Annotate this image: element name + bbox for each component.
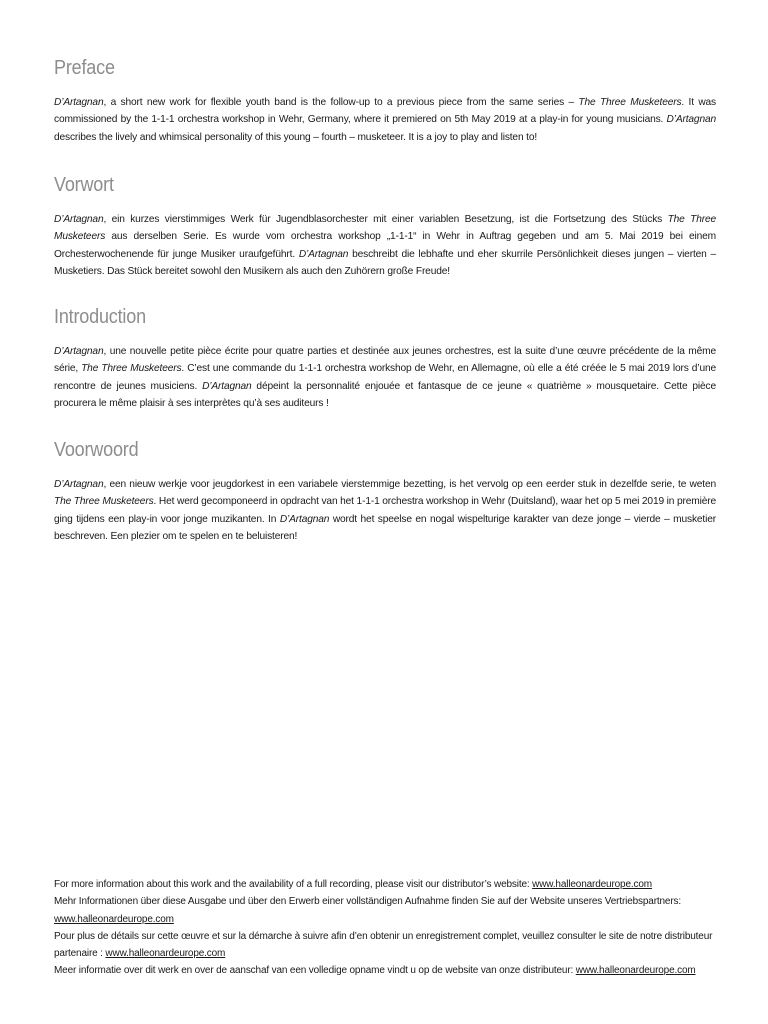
preface-section (54, 57, 716, 146)
text-run: . It was commissioned by the 1-1-1 orchestra workshop in Wehr, Germany, where it premiered on 5th May 2019 at a play-in for young musicians. (54, 97, 716, 126)
text-run: . C’est une commande du 1-1-1 orchestra workshop de Wehr, en Allemagne, où elle a été créée le 5 mai 2019 lors d’une rencontre de jeunes musiciens. (54, 363, 716, 392)
text-run: describes the lively and whimsical personality of this young – fourth – musketeer. It is a joy to play and listen to! (54, 131, 538, 143)
voorwoord-heading: Voorwoord (54, 439, 139, 461)
introduction-section (54, 306, 716, 412)
text-run: , une nouvelle petite pièce écrite pour quatre parties et destinée aux jeunes orchestres, est la suite d’une œuvre précédente de la même série, (54, 346, 716, 375)
footer-line-en (54, 876, 716, 893)
italic-title-run: D’Artagnan (54, 214, 104, 225)
footer-line-nl (54, 962, 716, 979)
italic-title-run: The Three Musketeers (578, 97, 682, 108)
vorwort-body (54, 211, 716, 280)
footer-line-fr (54, 928, 716, 963)
text-run: beschreibt die lebhafte und eher skurrile Persönlichkeit dieses jungen – vierten – Musketiers. Das Stück bereitet sowohl den Musikern als auch den Zuhörern große Freude! (54, 248, 716, 277)
italic-title-run: D’Artagnan (298, 248, 349, 260)
text-run: , ein kurzes vierstimmiges Werk für Jugendblasorchester mit einer variablen Besetzung, ist die Fortsetzung des Stücks (103, 214, 668, 225)
italic-title-run: D’Artagnan (666, 114, 716, 126)
footer-text-fr: Pour plus de détails sur cette œuvre et sur la démarche à suivre afin d’en obtenir un enregistrement complet, veuillez consulter le site de notre distributeur partenaire : (54, 930, 713, 960)
voorwoord-body (54, 476, 716, 545)
distributor-link-en[interactable]: www.halleonardeurope.com (532, 879, 652, 890)
text-run: wordt het speelse en nogal wispelturige karakter van deze jonge – vierde – musketier beschreven. Een plezier om te spelen en te beluisteren! (54, 513, 716, 542)
introduction-body (54, 343, 716, 412)
distributor-link-de[interactable]: www.halleonardeurope.com (54, 913, 174, 925)
text-run: aus derselben Serie. Es wurde vom orchestra workshop „1-1-1“ in Wehr in Auftrag gegeben und am 5. Mai 2019 bei einem Orchesterwochenende für junge Musiker uraufgeführt. (54, 231, 716, 260)
italic-title-run: D’Artagnan (279, 513, 330, 525)
distributor-footer (54, 876, 716, 980)
italic-title-run: D’Artagnan (54, 479, 104, 490)
italic-title-run: The Three Musketeers (54, 496, 154, 508)
vorwort-section (54, 174, 716, 280)
preface-heading: Preface (54, 57, 115, 79)
italic-title-run: D’Artagnan (54, 97, 104, 108)
introduction-heading: Introduction (54, 306, 146, 328)
italic-title-run: The Three Musketeers (81, 363, 182, 375)
italic-title-run: The Three Musketeers (54, 214, 716, 243)
text-run: , een nieuw werkje voor jeugdorkest in een variabele vierstemmige bezetting, is het vervolg op een eerder stuk in dezelfde serie, te weten (103, 479, 716, 490)
italic-title-run: D’Artagnan (202, 380, 252, 392)
preface-body (54, 94, 716, 146)
text-run: . Het werd gecomponeerd in opdracht van het 1-1-1 orchestra workshop in Wehr (Duitsland), waar het op 5 mei 2019 in première ging tijdens een play-in voor jonge muzikanten. In (54, 496, 716, 525)
text-run: , a short new work for flexible youth band is the follow-up to a previous piece from the same series – (103, 97, 579, 108)
vorwort-heading: Vorwort (54, 174, 114, 196)
distributor-link-fr[interactable]: www.halleonardeurope.com (105, 948, 226, 960)
italic-title-run: D’Artagnan (54, 346, 104, 357)
distributor-link-nl[interactable]: www.halleonardeurope.com (575, 965, 696, 977)
footer-line-de (54, 893, 716, 928)
footer-text-de: Mehr Informationen über diese Ausgabe und über den Erwerb einer vollständigen Aufnahme finden Sie auf der Website unseres Vertriebspartners: (54, 896, 681, 908)
footer-text-nl: Meer informatie over dit werk en over de aanschaf van een volledige opname vindt u op de website van onze distributeur: (54, 965, 576, 977)
voorwoord-section (54, 439, 716, 545)
footer-text-en: For more information about this work and the availability of a full recording, please visit our distributor’s website: (54, 879, 533, 890)
text-run: dépeint la personnalité enjouée et fantasque de ce jeune « quatrième » mousquetaire. Cette pièce procurera le même plaisir à ses interprètes qu’à ses auditeurs ! (54, 380, 716, 409)
